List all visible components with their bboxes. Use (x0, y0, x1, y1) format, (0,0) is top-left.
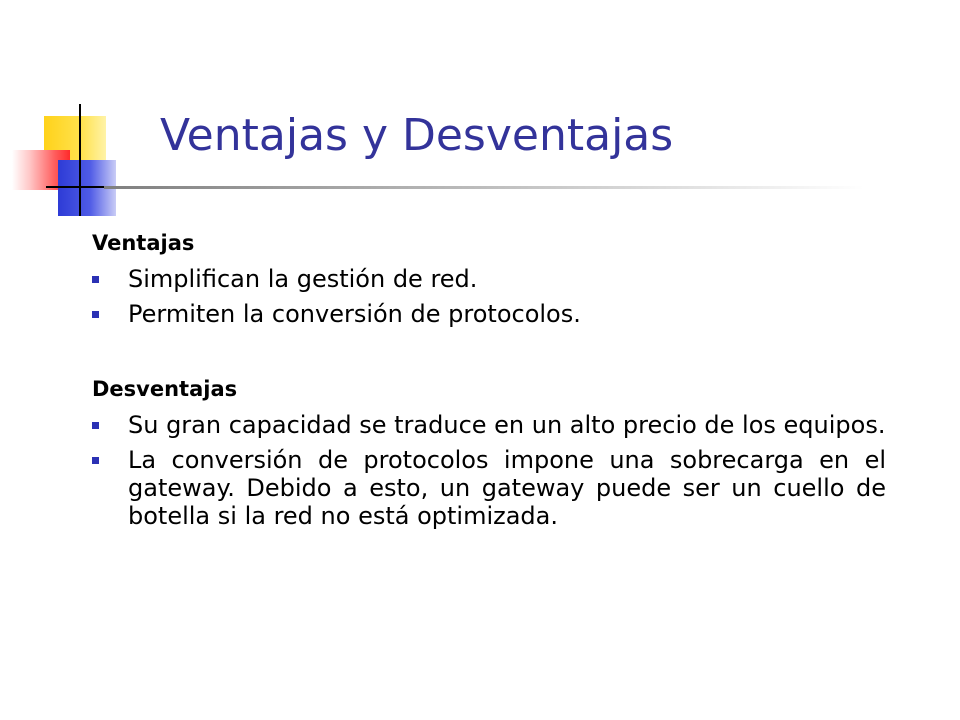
square-bullet-icon (92, 311, 99, 318)
section-spacer (92, 328, 886, 374)
list-item-text: Su gran capacidad se traduce en un alto precio de los equipos. (128, 411, 886, 439)
title-underline (104, 186, 864, 189)
list-item-text: Permiten la conversión de protocolos. (128, 300, 581, 328)
desventajas-list (92, 411, 886, 530)
list-item (92, 411, 886, 439)
ventajas-list (92, 265, 886, 328)
list-item (92, 300, 886, 328)
square-bullet-icon (92, 457, 99, 464)
section-heading-ventajas: Ventajas (92, 231, 195, 255)
list-item-text: Simplifican la gestión de red. (128, 265, 478, 293)
slide-title: Ventajas y Desventajas (160, 110, 674, 161)
square-bullet-icon (92, 276, 99, 283)
section-heading-desventajas: Desventajas (92, 377, 238, 401)
square-bullet-icon (92, 422, 99, 429)
list-item (92, 265, 886, 293)
vertical-line-decoration (79, 104, 81, 216)
slide-body (92, 228, 886, 530)
list-item-text: La conversión de protocolos impone una sobrecarga en el gateway. Debido a esto, un gateway puede ser un cuello de botella si la red no está optimizada. (128, 446, 886, 530)
list-item (92, 446, 886, 530)
